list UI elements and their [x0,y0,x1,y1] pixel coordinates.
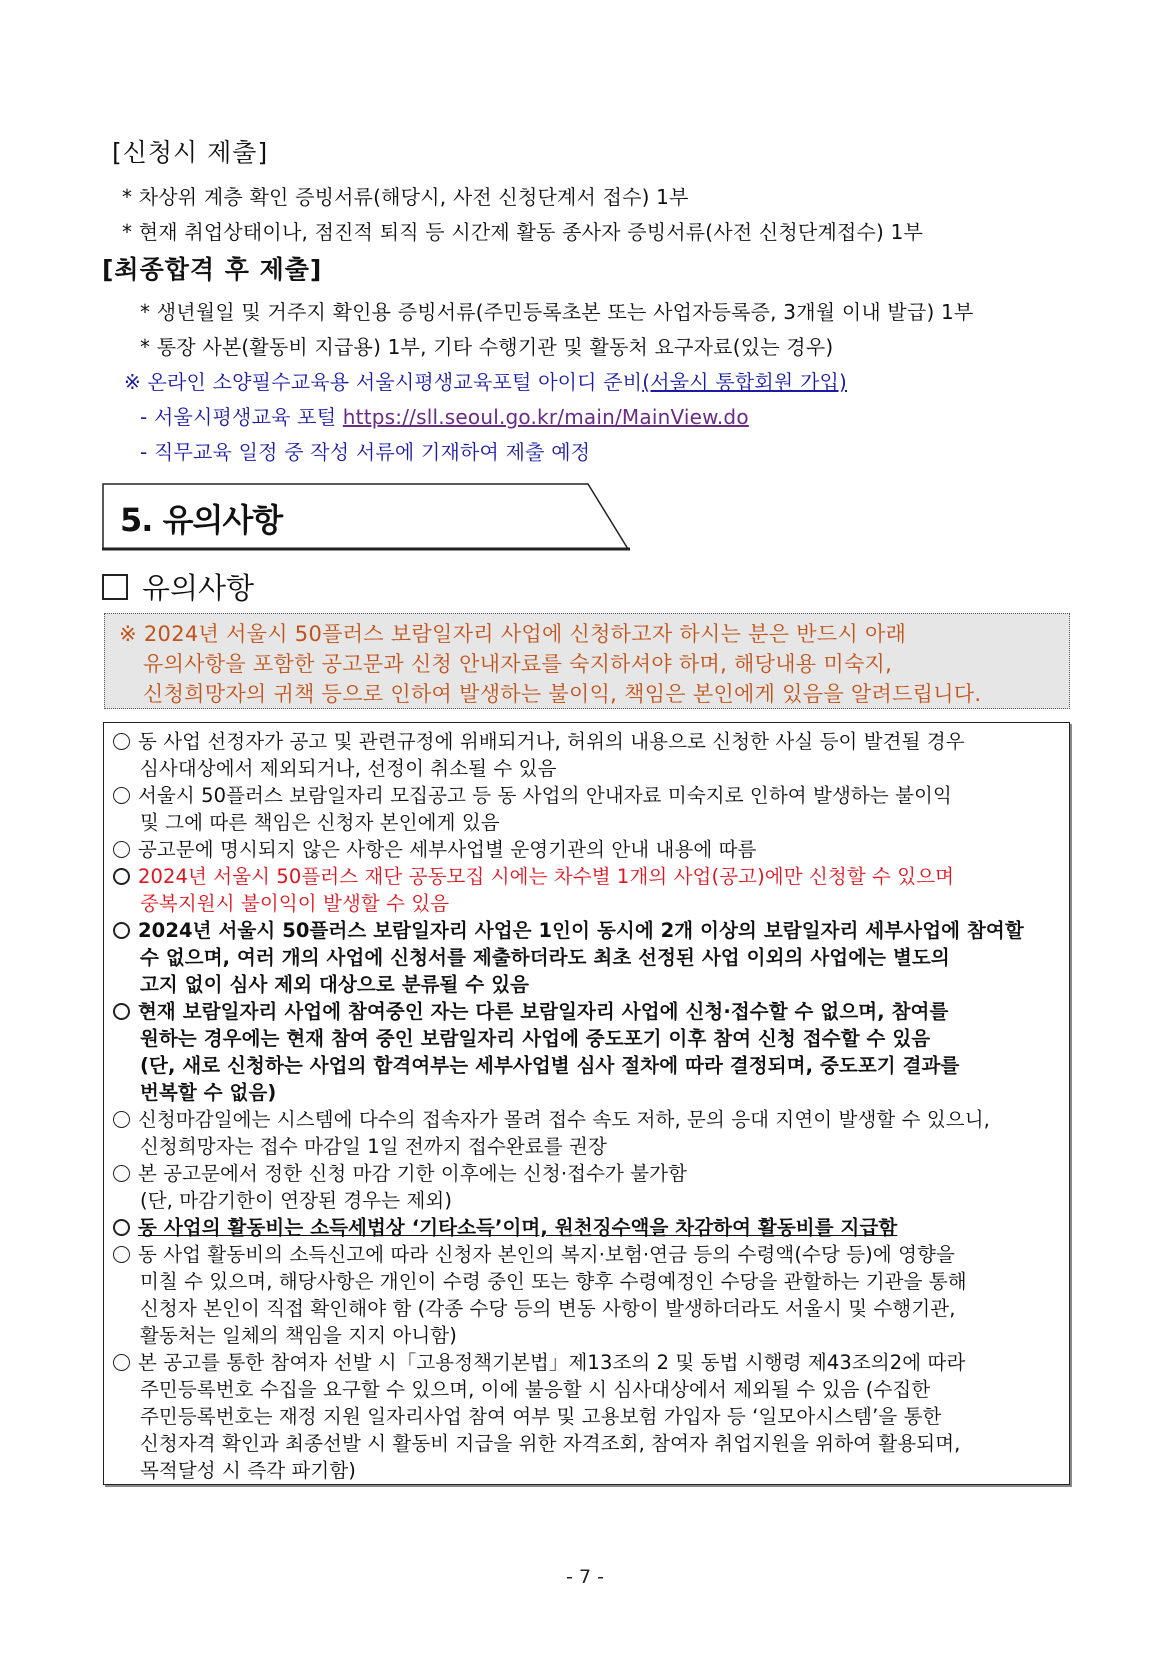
caution-item-cont: 미칠 수 있으며, 해당사항은 개인이 수령 중인 또는 향후 수령예정인 수당을 관할하는 기관을 통해 [140,1270,967,1293]
caution-text: 현재 보람일자리 사업에 참여중인 자는 다른 보람일자리 사업에 신청·접수할 수 없으며, 참여를 [138,1000,949,1023]
caution-item-cont: 신청희망자는 접수 마감일 1일 전까지 접수완료를 권장 [140,1135,607,1158]
caution-item [113,1347,965,1375]
list-item: * 현재 취업상태이나, 점진적 퇴직 등 시간제 활동 종사자 증빙서류(사전 신청단계접수) 1부 [122,220,924,244]
subsection-title-text: 유의사항 [142,571,255,605]
caution-item [113,1104,990,1132]
training-line: - 직무교육 일정 중 작성 서류에 기재하여 제출 예정 [140,440,591,464]
page-number: - 7 - [566,1566,604,1588]
subsection-title [102,566,254,607]
caution-item-bold [113,915,1024,943]
heading-submit-on-apply: [신청시 제출] [112,138,269,167]
online-education-note [124,366,847,395]
caution-text: 동 사업 활동비의 소득신고에 따라 신청자 본인의 복지·보험·연금 등의 수령액(수당 등)에 영향을 [138,1243,955,1266]
section-header [102,483,630,550]
list-item: * 생년월일 및 거주지 확인용 증빙서류(주민등록초본 또는 사업자등록증, 3개월 이내 발급) 1부 [140,300,974,324]
caution-item-bold [113,996,948,1024]
list-item: * 차상위 계층 확인 증빙서류(해당시, 사전 신청단계서 접수) 1부 [122,185,689,209]
caution-item [113,834,757,862]
caution-text: 공고문에 명시되지 않은 사항은 세부사업별 운영기관의 안내 내용에 따름 [138,838,757,861]
caution-item-highlight [113,861,954,889]
notice-line: ※ 2024년 서울시 50플러스 보람일자리 사업에 신청하고자 하시는 분은 반드시 아래 [119,622,907,646]
caution-item-cont: 및 그에 따른 책임은 신청자 본인에게 있음 [140,811,500,834]
caution-item [113,726,965,754]
caution-text: 신청마감일에는 시스템에 다수의 접속자가 몰려 접수 속도 저하, 문의 응대 지연이 발생할 수 있으니, [138,1108,990,1131]
circle-bullet-icon [113,1354,130,1371]
caution-text: 본 공고를 통한 참여자 선발 시「고용정책기본법」제13조의 2 및 동법 시행령 제43조의2에 따라 [138,1351,966,1374]
portal-link[interactable]: https://sll.seoul.go.kr/main/MainView.do [342,405,749,429]
caution-text: 동 사업 선정자가 공고 및 관련규정에 위배되거나, 허위의 내용으로 신청한 사실 등이 발견될 경우 [138,730,965,753]
circle-bullet-icon [113,922,130,939]
caution-item-cont: 번복할 수 없음) [140,1081,277,1104]
circle-bullet-icon [113,733,130,750]
caution-item-cont: 고지 없이 심사 제외 대상으로 분류될 수 있음 [140,973,530,996]
circle-bullet-icon [113,1111,130,1128]
portal-label: - 서울시평생교육 포털 [140,405,343,429]
caution-item-cont: 목적달성 시 즉각 파기함) [140,1459,356,1482]
portal-line [140,401,749,430]
circle-bullet-icon [113,1003,130,1020]
caution-item-cont: 신청자 본인이 직접 확인해야 함 (각종 수당 등의 변동 사항이 발생하더라도 서울시 및 수행기관, [140,1297,956,1320]
caution-text: 서울시 50플러스 보람일자리 모집공고 등 동 사업의 안내자료 미숙지로 인하여 발생하는 불이익 [138,784,952,807]
list-item: * 통장 사본(활동비 지급용) 1부, 기타 수행기관 및 활동처 요구자료(있는 경우) [140,335,834,359]
circle-bullet-icon [113,868,130,885]
caution-item-cont: 원하는 경우에는 현재 참여 중인 보람일자리 사업에 중도포기 이후 참여 신청 접수할 수 있음 [140,1027,931,1050]
caution-item-cont: (단, 새로 신청하는 사업의 합격여부는 세부사업별 심사 절차에 따라 결정되며, 중도포기 결과를 [140,1054,960,1077]
caution-item-cont: 심사대상에서 제외되거나, 선정이 취소될 수 있음 [140,757,557,780]
caution-text: 본 공고문에서 정한 신청 마감 기한 이후에는 신청·접수가 불가함 [138,1162,688,1185]
caution-text: 2024년 서울시 50플러스 보람일자리 사업은 1인이 동시에 2개 이상의 보람일자리 세부사업에 참여할 [138,919,1024,942]
section-title: 5. 유의사항 [120,501,283,539]
circle-bullet-icon [113,1219,130,1236]
online-note-text: ※ 온라인 소양필수교육용 서울시평생교육포털 아이디 준비 [124,370,643,394]
caution-item-cont: 주민등록번호는 재정 지원 일자리사업 참여 여부 및 고용보험 가입자 등 ‘일모아시스템’을 통한 [140,1405,942,1428]
notice-box [104,613,1070,709]
caution-item-bold-underline [113,1212,897,1240]
caution-text: 동 사업의 활동비는 소득세법상 ‘기타소득’이며, 원천징수액을 차감하여 활동비를 지급함 [138,1216,898,1239]
cautions-box [103,722,1070,1485]
caution-item-cont: 주민등록번호 수집을 요구할 수 있으며, 이에 불응할 시 심사대상에서 제외될 수 있음 (수집한 [140,1378,931,1401]
caution-item [113,780,952,808]
checkbox-square-icon [102,574,128,600]
heading-submit-after-final: [최종합격 후 제출] [102,255,323,284]
caution-item-cont: 중복지원시 불이익이 발생할 수 있음 [140,892,450,915]
caution-item-cont: (단, 마감기한이 연장된 경우는 제외) [140,1189,453,1212]
caution-item-cont: 활동처는 일체의 책임을 지지 아니함) [140,1324,457,1347]
circle-bullet-icon [113,841,130,858]
caution-item [113,1158,687,1186]
circle-bullet-icon [113,1165,130,1182]
circle-bullet-icon [113,1246,130,1263]
notice-line: 유의사항을 포함한 공고문과 신청 안내자료를 숙지하셔야 하며, 해당내용 미숙지, [143,652,893,676]
caution-item-cont: 신청자격 확인과 최종선발 시 활동비 지급을 위한 자격조회, 참여자 취업지원을 위하여 활용되며, [140,1432,961,1455]
caution-item-cont: 수 없으며, 여러 개의 사업에 신청서를 제출하더라도 최초 선정된 사업 이외의 사업에는 별도의 [140,946,950,969]
caution-item [113,1239,955,1267]
notice-line: 신청희망자의 귀책 등으로 인하여 발생하는 불이익, 책임은 본인에게 있음을 알려드립니다. [143,682,982,706]
circle-bullet-icon [113,787,130,804]
online-note-underlined: (서울시 통합회원 가입) [642,370,848,394]
caution-text: 2024년 서울시 50플러스 재단 공동모집 시에는 차수별 1개의 사업(공고)에만 신청할 수 있으며 [138,865,955,888]
